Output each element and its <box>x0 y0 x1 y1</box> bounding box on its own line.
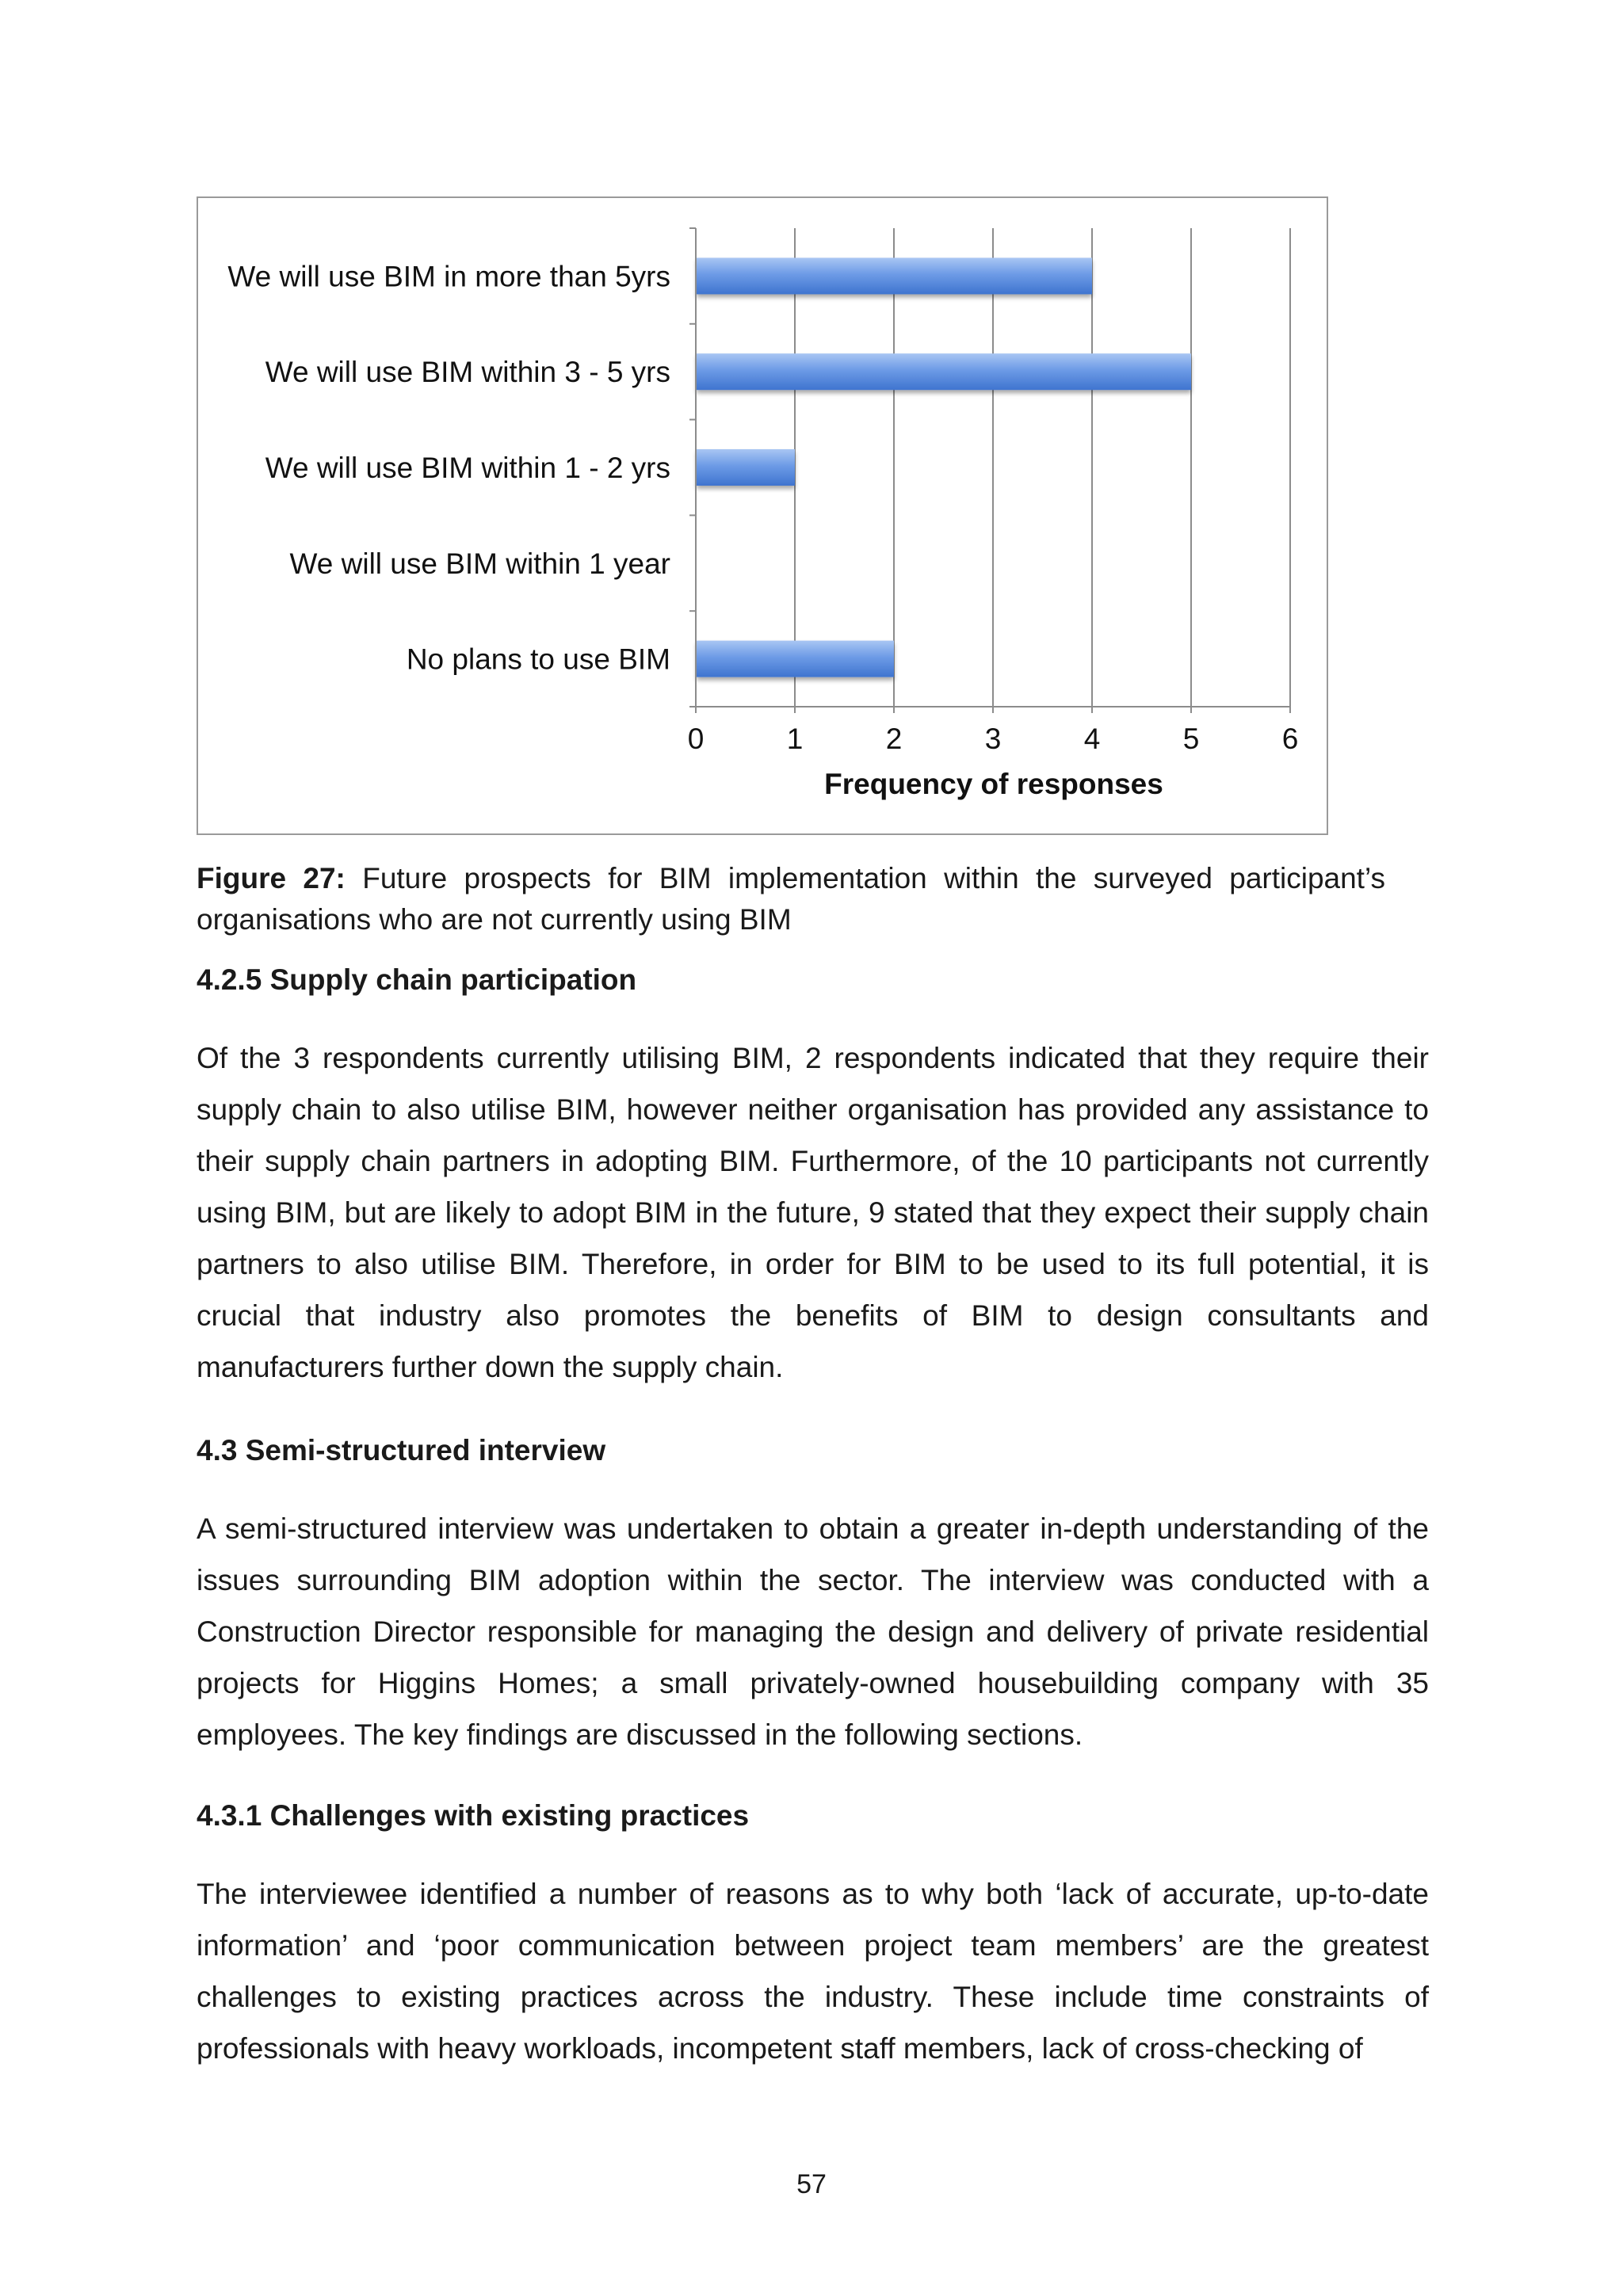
x-tick-label-6: 6 <box>1281 723 1299 755</box>
chart-frame <box>197 196 1328 835</box>
paragraph-interview: A semi-structured interview was undertaken to obtain a greater in-depth understanding of the issues surrounding BIM adoption within the sector. The interview was conducted with a Construction Director responsible for managing the design and delivery of private residential projects for Higgins Homes; a small privately-owned housebuilding company with 35 employees. The key findings are discussed in the following sections. <box>197 1512 1429 1751</box>
bar-1 <box>697 353 1191 390</box>
x-tick-label-4: 4 <box>1083 723 1101 755</box>
paragraph-challenges: The interviewee identified a number of reasons as to why both ‘lack of accurate, up-to-date information’ and ‘poor communication between project team members’ are the greatest challenges to existing practices across the industry. These include time constraints of professionals with heavy workloads, incompetent staff members, lack of cross-checking of <box>197 1878 1429 2065</box>
x-tick-label-0: 0 <box>687 723 705 755</box>
page-number: 57 <box>796 2169 827 2199</box>
bar-2 <box>697 449 795 486</box>
x-tick-label-1: 1 <box>786 723 804 755</box>
x-tick-label-3: 3 <box>984 723 1002 755</box>
category-label-2: We will use BIM within 1 - 2 yrs <box>265 452 670 484</box>
x-tick-label-5: 5 <box>1182 723 1200 755</box>
x-axis-title: Frequency of responses <box>824 768 1163 800</box>
gridlines <box>795 228 1290 707</box>
category-labels <box>227 260 670 675</box>
category-label-0: We will use BIM in more than 5yrs <box>227 260 670 293</box>
bar-0 <box>697 257 1092 294</box>
category-label-4: No plans to use BIM <box>406 643 670 676</box>
section-heading-supply-chain: 4.2.5 Supply chain participation <box>197 963 637 996</box>
section-heading-challenges: 4.3.1 Challenges with existing practices <box>197 1799 750 1832</box>
bars <box>697 257 1191 677</box>
bar-4 <box>697 641 894 677</box>
paragraph-supply-chain: Of the 3 respondents currently utilising BIM, 2 respondents indicated that they require their supply chain to also utilise BIM, however neither organisation has provided any assistance to their supply chain partners in adopting BIM. Furthermore, of the 10 participants not currently using BIM, but are likely to adopt BIM in the future, 9 stated that they expect their supply chain partners to also utilise BIM. Therefore, in order for BIM to be used to its full potential, it is crucial that industry also promotes the benefits of BIM to design consultants and manufacturers further down the supply chain. <box>197 1042 1429 1383</box>
category-label-3: We will use BIM within 1 year <box>289 547 670 580</box>
figure-caption <box>197 858 1385 940</box>
x-tick-label-2: 2 <box>885 723 903 755</box>
category-label-1: We will use BIM within 3 - 5 yrs <box>265 356 670 389</box>
figure-caption-text: Future prospects for BIM implementation within the surveyed participant’s organisations who are not currently using BIM <box>197 862 1386 936</box>
x-tick-labels <box>688 723 1299 755</box>
section-heading-interview: 4.3 Semi-structured interview <box>197 1434 606 1466</box>
bar-chart <box>198 198 1327 833</box>
figure-label: Figure 27: <box>197 862 346 894</box>
